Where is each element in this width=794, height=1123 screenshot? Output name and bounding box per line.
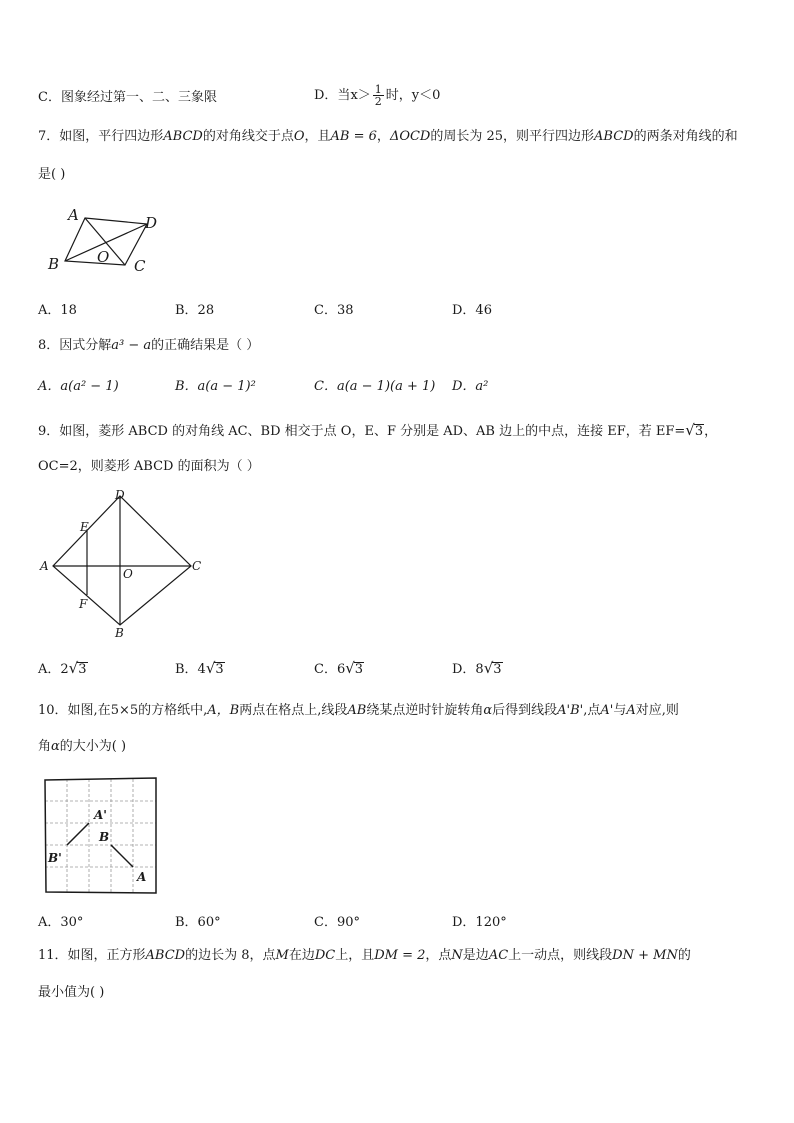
sqrt-sign-icon: √ bbox=[345, 659, 355, 677]
q10-a: A bbox=[626, 703, 636, 718]
q10-ab: AB bbox=[347, 703, 367, 718]
q7-text: 的两条对角线的和 bbox=[633, 129, 738, 144]
segment-apbp bbox=[67, 823, 89, 845]
q10-text: ,点 bbox=[583, 703, 601, 718]
q10-stem-line2 bbox=[38, 738, 126, 756]
label-d: D bbox=[115, 488, 125, 502]
q10-grid-figure bbox=[42, 776, 160, 896]
q9-option-a bbox=[38, 659, 88, 679]
sqrt-sign-icon: √ bbox=[483, 659, 494, 677]
q7-text: 的周长为 25，则平行四边形 bbox=[430, 129, 595, 144]
radicand: 3 bbox=[215, 662, 224, 677]
q7-option-a: A．18 bbox=[38, 303, 77, 318]
q11-text: 的 bbox=[677, 948, 691, 963]
option-label: D．8 bbox=[452, 662, 484, 677]
q7-text: 7．如图，平行四边形 bbox=[38, 129, 164, 144]
q10-alpha: α bbox=[51, 739, 60, 754]
fraction-denominator: 2 bbox=[374, 95, 382, 108]
q7-text: ，且 bbox=[304, 129, 331, 144]
q7-o: O bbox=[293, 129, 305, 144]
q7-abcd: ABCD bbox=[163, 129, 203, 144]
q6-fraction bbox=[373, 84, 384, 107]
label-b: B bbox=[115, 626, 124, 640]
q10-text: 两点在格点上,线段 bbox=[239, 703, 348, 718]
q7-ab-eq: AB = 6 bbox=[330, 129, 377, 144]
q10-ap: A' bbox=[600, 703, 614, 718]
q11-text: 在边 bbox=[288, 948, 315, 963]
label-f: F bbox=[79, 597, 88, 611]
q9-stem-line1 bbox=[38, 421, 717, 441]
q9-option-b bbox=[175, 659, 225, 679]
q10-text: 后得到线段 bbox=[492, 703, 558, 718]
q10-option-b: B．60° bbox=[175, 915, 221, 930]
q10-option-a: A．30° bbox=[38, 915, 84, 930]
option-label: C．6 bbox=[314, 662, 346, 677]
q11-text: 上一动点，则线段 bbox=[508, 948, 613, 963]
label-e: E bbox=[80, 520, 89, 534]
q11-stem-line2: 最小值为( ) bbox=[38, 985, 105, 1000]
q8-expression: a³ − a bbox=[111, 338, 152, 353]
q9-text: ， bbox=[704, 424, 718, 439]
radicand: 3 bbox=[78, 662, 87, 677]
q11-m: M bbox=[275, 948, 289, 963]
q7-text: ， bbox=[376, 129, 390, 144]
q10-text: 绕某点逆时针旋转角 bbox=[366, 703, 484, 718]
q10-text: 对应,则 bbox=[635, 703, 679, 718]
q11-text: 是边 bbox=[462, 948, 489, 963]
label-b-prime: B' bbox=[48, 851, 62, 865]
label-a-prime: A' bbox=[94, 808, 107, 822]
q7-option-c: C．38 bbox=[314, 303, 354, 318]
q10-text: 10．如图,在 bbox=[38, 703, 111, 718]
q9-radicand: 3 bbox=[694, 424, 704, 439]
q11-text: ，点 bbox=[425, 948, 452, 963]
q8-option-b: B．a(a − 1)² bbox=[175, 379, 256, 394]
q6-option-d-prefix: D．当 bbox=[314, 88, 351, 103]
label-a: A bbox=[40, 559, 49, 573]
q7-stem-line1 bbox=[38, 128, 738, 146]
q11-text: 上，且 bbox=[335, 948, 375, 963]
q11-n: N bbox=[451, 948, 463, 963]
label-a: A bbox=[68, 206, 79, 224]
q7-option-b: B．28 bbox=[175, 303, 215, 318]
q9-text: 9．如图，菱形 ABCD 的对角线 AC、BD 相交于点 O，E、F 分别是 AD、AB 边上的中点，连接 EF，若 EF= bbox=[38, 424, 686, 439]
q7-triangle: ΔOCD bbox=[389, 129, 431, 144]
q10-text: 与 bbox=[613, 703, 627, 718]
q11-sum: DN + MN bbox=[612, 948, 678, 963]
q6-option-d bbox=[314, 84, 440, 107]
q9-rhombus-figure bbox=[36, 487, 208, 641]
sqrt-sign-icon: √ bbox=[68, 659, 79, 677]
label-d: D bbox=[145, 214, 158, 232]
label-c: C bbox=[192, 559, 202, 573]
q7-text: 的对角线交于点 bbox=[202, 129, 294, 144]
q10-text: 的大小为( ) bbox=[59, 739, 127, 754]
option-label: B．4 bbox=[175, 662, 206, 677]
q10-text: 角 bbox=[38, 739, 52, 754]
q11-dm: DM = 2 bbox=[374, 948, 426, 963]
label-o: O bbox=[97, 248, 110, 266]
q11-text: 11．如图，正方形 bbox=[38, 948, 146, 963]
q7-option-d: D．46 bbox=[452, 303, 492, 318]
q11-ac: AC bbox=[488, 948, 509, 963]
q11-text: 的边长为 8，点 bbox=[185, 948, 276, 963]
q7-parallelogram-figure bbox=[40, 205, 170, 277]
fraction-numerator: 1 bbox=[374, 83, 382, 96]
radicand: 3 bbox=[493, 662, 502, 677]
q8-option-c: C．a(a − 1)(a + 1) bbox=[314, 379, 436, 394]
q10-option-c: C．90° bbox=[314, 915, 360, 930]
q8-option-d: D．a² bbox=[452, 379, 489, 394]
label-c: C bbox=[134, 257, 146, 275]
rhombus-outline bbox=[53, 496, 191, 625]
q10-points: A，B bbox=[207, 703, 240, 718]
q6-option-d-x: x＞ bbox=[350, 88, 371, 103]
q8-text: 的正确结果是（ ） bbox=[151, 338, 260, 353]
segment-ab bbox=[111, 845, 133, 867]
q10-text: 的方格纸中, bbox=[138, 703, 208, 718]
q6-option-c: C．图象经过第一、二、三象限 bbox=[38, 90, 217, 105]
q8-text: 8．因式分解 bbox=[38, 338, 112, 353]
q9-option-c bbox=[314, 659, 364, 679]
q10-apbp: A'B' bbox=[557, 703, 584, 718]
sqrt-sign-icon: √ bbox=[685, 421, 695, 439]
q7-abcd: ABCD bbox=[594, 129, 634, 144]
q9-option-d bbox=[452, 659, 503, 679]
q6-option-d-suffix: 时，y＜0 bbox=[385, 88, 441, 103]
q11-abcd: ABCD bbox=[145, 948, 186, 963]
q10-grid-size: 5×5 bbox=[110, 703, 139, 718]
q9-stem-line2: OC=2，则菱形 ABCD 的面积为（ ） bbox=[38, 459, 260, 474]
q11-stem-line1 bbox=[38, 947, 691, 965]
sqrt-sign-icon: √ bbox=[205, 659, 216, 677]
q11-dc: DC bbox=[314, 948, 336, 963]
q7-stem-line2: 是( ) bbox=[38, 167, 66, 182]
label-b: B bbox=[99, 830, 110, 844]
q8-stem bbox=[38, 337, 259, 355]
radicand: 3 bbox=[354, 662, 364, 677]
q10-option-d: D．120° bbox=[452, 915, 507, 930]
label-a: A bbox=[137, 870, 147, 884]
label-b: B bbox=[48, 255, 60, 273]
label-o: O bbox=[123, 567, 133, 581]
q8-option-a: A．a(a² − 1) bbox=[38, 379, 119, 394]
option-label: A．2 bbox=[38, 662, 69, 677]
q10-stem-line1 bbox=[38, 702, 679, 720]
q10-alpha: α bbox=[483, 703, 493, 718]
